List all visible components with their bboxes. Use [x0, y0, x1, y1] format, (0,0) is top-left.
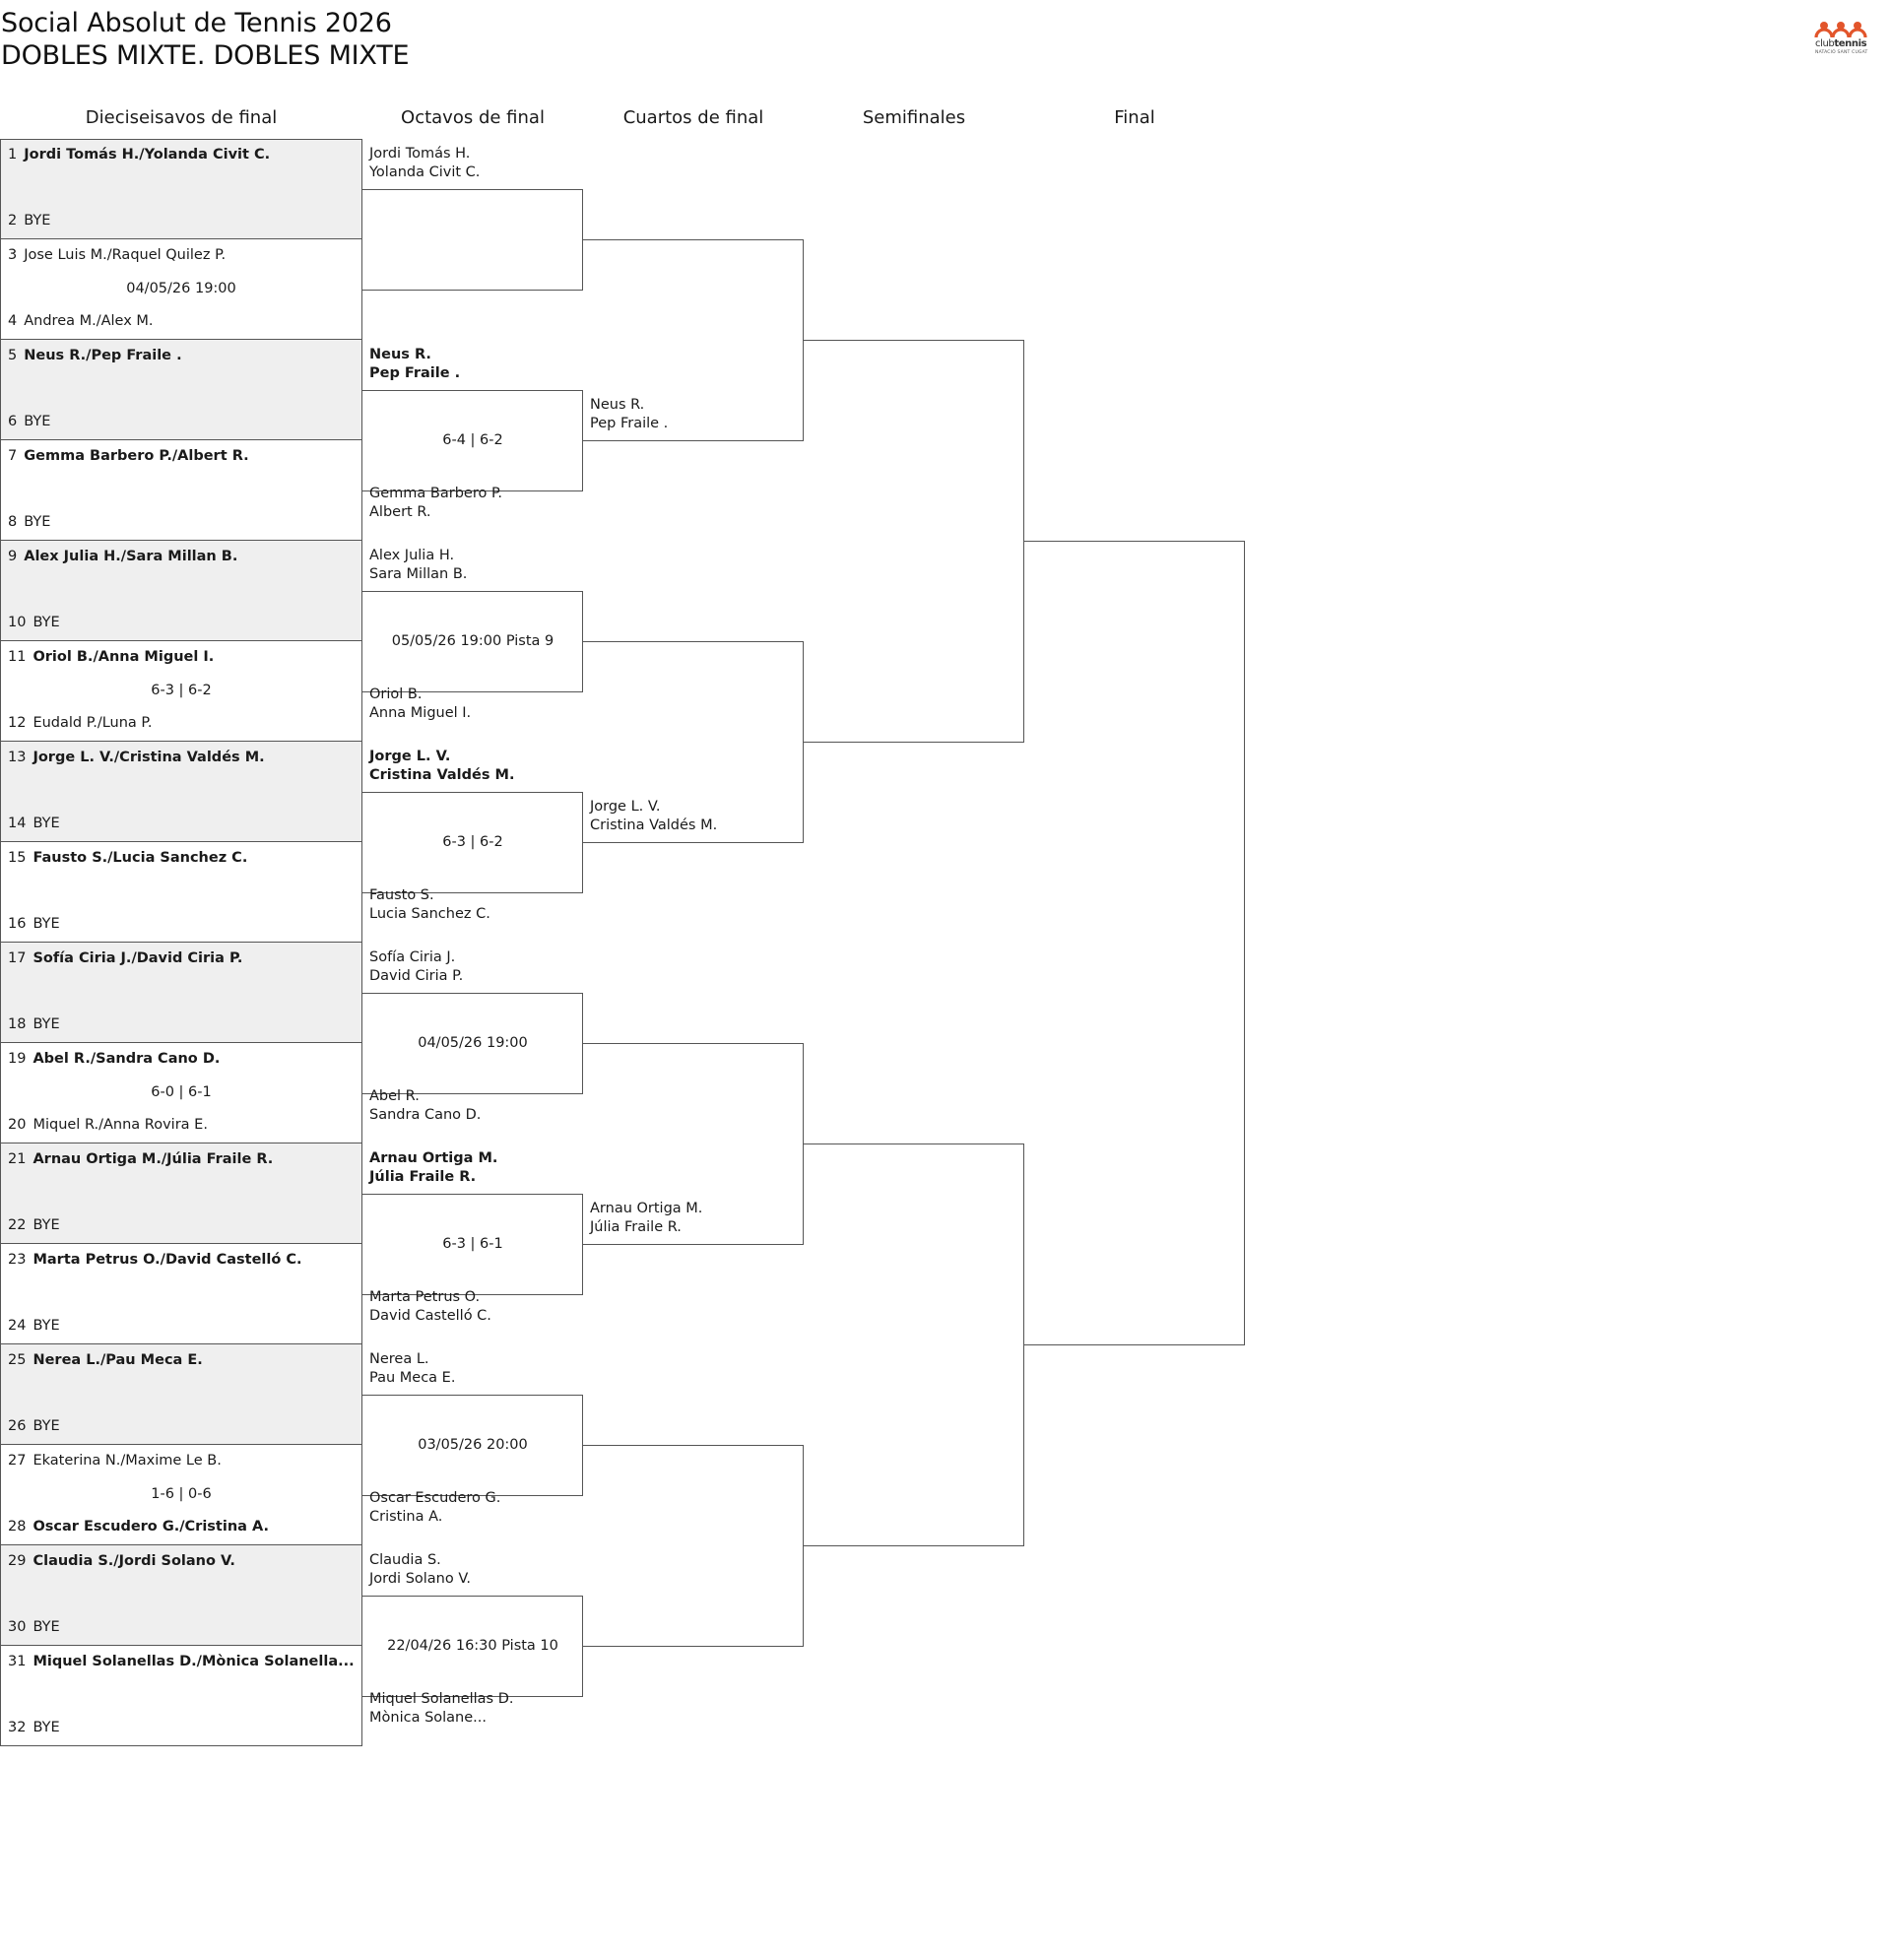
pair-entry-top[interactable] [8, 749, 358, 766]
pair-name: BYE [33, 1016, 60, 1032]
pair-name: BYE [33, 1720, 60, 1735]
match-info [362, 230, 583, 248]
match-info [1, 1586, 361, 1603]
player-name: Miquel Solanellas D. [369, 1691, 514, 1707]
player-name: Lucia Sanchez C. [369, 906, 490, 922]
seed-number: 28 [8, 1519, 27, 1535]
player-name: Neus R. [590, 397, 645, 413]
round-header-final: Final [1114, 107, 1155, 128]
pair-entry-bottom[interactable] [8, 513, 358, 531]
seed-number: 23 [8, 1252, 27, 1268]
seed-number: 29 [8, 1553, 27, 1569]
player-name: Jorge L. V. [369, 749, 451, 764]
pair-entry-top[interactable] [8, 548, 358, 565]
seed-number: 6 [8, 414, 18, 429]
pair-name: Alex Julia H./Sara Millan B. [24, 549, 238, 564]
pair-entry-top[interactable] [8, 146, 358, 163]
seed-number: 3 [8, 247, 18, 263]
match-box [0, 841, 362, 943]
match-info: 6-0 | 6-1 [151, 1084, 212, 1100]
seed-number: 20 [8, 1117, 27, 1133]
player-name: Júlia Fraile R. [369, 1169, 477, 1185]
match-box [0, 1645, 362, 1746]
pair-name: Miquel R./Anna Rovira E. [33, 1117, 208, 1133]
pair-entry-bottom[interactable] [8, 1719, 358, 1736]
octavos-slot-top[interactable] [369, 948, 463, 986]
bracket-connector [582, 1445, 804, 1647]
match-box [0, 1544, 362, 1646]
pair-name: BYE [33, 1318, 60, 1334]
player-name: Gemma Barbero P. [369, 486, 503, 501]
match-info: 1-6 | 0-6 [151, 1486, 212, 1502]
player-name: Pau Meca E. [369, 1370, 456, 1386]
seed-number: 7 [8, 448, 18, 464]
round-header-cuartos: Cuartos de final [622, 107, 764, 128]
octavos-slot-top[interactable] [369, 1551, 471, 1589]
pair-name: Nerea L./Pau Meca E. [33, 1352, 203, 1368]
seed-number: 25 [8, 1352, 27, 1368]
seed-number: 21 [8, 1151, 27, 1167]
player-name: Albert R. [369, 504, 431, 520]
octavos-slot-bottom[interactable] [369, 686, 471, 723]
pair-entry-bottom[interactable] [8, 1015, 358, 1033]
match-box [0, 1243, 362, 1344]
octavos-slot-top[interactable] [369, 1149, 497, 1187]
pair-entry-bottom[interactable] [8, 212, 358, 229]
pair-entry-bottom[interactable] [8, 312, 358, 330]
pair-entry-top[interactable] [8, 1150, 358, 1168]
match-info [1, 983, 361, 1001]
match-box [0, 741, 362, 842]
octavos-slot-top[interactable] [369, 748, 514, 785]
octavos-slot-bottom[interactable] [369, 485, 502, 522]
pair-entry-top[interactable] [8, 1552, 358, 1570]
pair-name: Marta Petrus O./David Castelló C. [33, 1252, 302, 1268]
pair-entry-top[interactable] [8, 1653, 358, 1670]
octavos-slot-bottom[interactable] [369, 1288, 491, 1326]
match-info [1, 882, 361, 900]
player-name: Fausto S. [369, 887, 434, 903]
match-info [1, 481, 361, 498]
pair-name: BYE [24, 414, 51, 429]
pair-name: Jordi Tomás H./Yolanda Civit C. [24, 147, 271, 163]
pair-entry-top[interactable] [8, 347, 358, 364]
pair-entry-top[interactable] [8, 1351, 358, 1369]
player-name: Arnau Ortiga M. [369, 1150, 498, 1166]
round-header-octavos: Octavos de final [401, 107, 545, 128]
seed-number: 27 [8, 1453, 27, 1469]
seed-number: 9 [8, 549, 18, 564]
match-info [1, 1385, 361, 1403]
seed-number: 16 [8, 916, 27, 932]
match-info [1, 581, 361, 599]
pair-entry-bottom[interactable] [8, 815, 358, 832]
pair-name: Claudia S./Jordi Solano V. [33, 1553, 235, 1569]
player-name: Jordi Solano V. [369, 1571, 472, 1587]
club-logo [1813, 20, 1870, 59]
seed-number: 11 [8, 649, 27, 665]
player-name: Sara Millan B. [369, 566, 468, 582]
match-box [0, 339, 362, 440]
player-name: Jorge L. V. [590, 799, 661, 815]
player-name: Oriol B. [369, 686, 423, 702]
pair-name: Abel R./Sandra Cano D. [33, 1051, 221, 1067]
player-name: Pep Fraile . [369, 365, 461, 381]
octavos-slot-top[interactable] [369, 145, 480, 182]
match-info: 03/05/26 20:00 [418, 1437, 528, 1453]
pair-entry-bottom[interactable] [8, 1417, 358, 1435]
pair-entry-top[interactable] [8, 949, 358, 967]
player-name: Jordi Tomás H. [369, 146, 471, 162]
pair-name: BYE [33, 1217, 60, 1233]
pair-name: BYE [24, 514, 51, 530]
pair-name: Eudald P./Luna P. [33, 715, 153, 731]
player-name: Oscar Escudero G. [369, 1490, 501, 1506]
player-name: Nerea L. [369, 1351, 429, 1367]
match-info [1, 1284, 361, 1302]
pair-entry-bottom[interactable] [8, 1216, 358, 1234]
pair-entry-bottom[interactable] [8, 1618, 358, 1636]
pair-name: BYE [24, 213, 51, 229]
pair-name: BYE [33, 1619, 60, 1635]
player-name: Neus R. [369, 347, 431, 362]
pair-name: BYE [33, 816, 60, 831]
player-name: Júlia Fraile R. [590, 1219, 682, 1235]
player-name: Cristina A. [369, 1509, 443, 1525]
pair-name: Arnau Ortiga M./Júlia Fraile R. [33, 1151, 274, 1167]
pair-entry-top[interactable] [8, 648, 358, 666]
match-info [1, 782, 361, 800]
octavos-slot-bottom[interactable] [369, 886, 490, 924]
seed-number: 15 [8, 850, 27, 866]
match-info [1, 1686, 361, 1704]
octavos-slot-bottom[interactable] [369, 1087, 481, 1125]
player-name: Marta Petrus O. [369, 1289, 481, 1305]
pair-entry-top[interactable] [8, 1251, 358, 1269]
octavos-slot-top[interactable] [369, 547, 467, 584]
player-name: Sandra Cano D. [369, 1107, 482, 1123]
logo-tagline: NATACIÓ SANT CUGAT [1815, 50, 1868, 55]
player-name: Pep Fraile . [590, 416, 669, 431]
seed-number: 24 [8, 1318, 27, 1334]
seed-number: 10 [8, 615, 27, 630]
match-info [1, 179, 361, 197]
round-header-semifinales: Semifinales [862, 107, 966, 128]
octavos-slot-top[interactable] [369, 1350, 455, 1388]
seed-number: 13 [8, 750, 27, 765]
player-name: David Castelló C. [369, 1308, 491, 1324]
pair-name: Neus R./Pep Fraile . [24, 348, 182, 363]
round-header-dieciseisavos: Dieciseisavos de final [85, 107, 278, 128]
pair-name: Fausto S./Lucia Sanchez C. [33, 850, 248, 866]
pair-name: Gemma Barbero P./Albert R. [24, 448, 249, 464]
match-info: 04/05/26 19:00 [418, 1035, 528, 1051]
match-box [0, 1343, 362, 1445]
seed-number: 12 [8, 715, 27, 731]
pair-entry-top[interactable] [8, 849, 358, 867]
player-name: David Ciria P. [369, 968, 464, 984]
match-box [0, 1444, 362, 1545]
bracket-connector [803, 1143, 1024, 1546]
player-name: Alex Julia H. [369, 548, 455, 563]
pair-entry-bottom[interactable] [8, 413, 358, 430]
octavos-slot-top[interactable] [369, 346, 460, 383]
seed-number: 22 [8, 1217, 27, 1233]
pair-name: Oriol B./Anna Miguel I. [33, 649, 215, 665]
seed-number: 1 [8, 147, 18, 163]
match-box [0, 139, 362, 239]
pair-entry-bottom[interactable] [8, 1116, 358, 1134]
match-info: 6-3 | 6-2 [442, 834, 503, 850]
seed-number: 31 [8, 1654, 27, 1669]
octavos-slot-bottom[interactable] [369, 1489, 500, 1527]
draw-subtitle: DOBLES MIXTE. DOBLES MIXTE [1, 40, 410, 71]
match-info: 6-3 | 6-1 [442, 1236, 503, 1252]
seed-number: 32 [8, 1720, 27, 1735]
match-box [0, 1042, 362, 1143]
player-name: Claudia S. [369, 1552, 441, 1568]
cuartos-slot-bottom[interactable] [590, 1200, 702, 1237]
pair-entry-bottom[interactable] [8, 714, 358, 732]
pair-name: Ekaterina N./Maxime Le B. [33, 1453, 222, 1469]
player-name: Mònica Solane... [369, 1710, 487, 1726]
match-box [0, 1143, 362, 1244]
seed-number: 17 [8, 950, 27, 966]
pair-name: Jorge L. V./Cristina Valdés M. [33, 750, 265, 765]
pair-name: BYE [33, 916, 60, 932]
match-box [0, 942, 362, 1043]
match-box [0, 540, 362, 641]
match-box [0, 238, 362, 340]
pair-name: Andrea M./Alex M. [24, 313, 154, 329]
player-name: Cristina Valdés M. [590, 817, 718, 833]
pair-name: Miquel Solanellas D./Mònica Solanella... [33, 1654, 355, 1669]
seed-number: 14 [8, 816, 27, 831]
tennis-balls-logo-icon [1813, 20, 1868, 39]
seed-number: 5 [8, 348, 18, 363]
cuartos-slot-bottom[interactable] [590, 798, 717, 835]
seed-number: 8 [8, 514, 18, 530]
pair-entry-bottom[interactable] [8, 1518, 358, 1535]
player-name: Abel R. [369, 1088, 420, 1104]
pair-entry-top[interactable] [8, 1050, 358, 1068]
match-info: 22/04/26 16:30 Pista 10 [387, 1638, 558, 1654]
pair-name: BYE [33, 1418, 60, 1434]
player-name: Anna Miguel I. [369, 705, 472, 721]
match-box [0, 439, 362, 541]
player-name: Sofía Ciria J. [369, 949, 456, 965]
pair-entry-bottom[interactable] [8, 915, 358, 933]
logo-wordmark: clubtennis [1815, 38, 1867, 49]
pair-entry-top[interactable] [8, 1452, 358, 1470]
match-info [1, 1184, 361, 1202]
pair-name: Jose Luis M./Raquel Quilez P. [24, 247, 227, 263]
cuartos-slot-bottom[interactable] [590, 396, 668, 433]
seed-number: 18 [8, 1016, 27, 1032]
pair-entry-top[interactable] [8, 447, 358, 465]
octavos-slot-bottom[interactable] [369, 1690, 513, 1728]
tournament-title: Social Absolut de Tennis 2026 [1, 8, 392, 38]
pair-name: Sofía Ciria J./David Ciria P. [33, 950, 243, 966]
pair-entry-top[interactable] [8, 246, 358, 264]
match-info: 6-4 | 6-2 [442, 432, 503, 448]
seed-number: 19 [8, 1051, 27, 1067]
pair-name: Oscar Escudero G./Cristina A. [33, 1519, 269, 1535]
pair-name: BYE [33, 615, 60, 630]
bracket-connector [1023, 541, 1245, 1345]
seed-number: 30 [8, 1619, 27, 1635]
pair-entry-bottom[interactable] [8, 614, 358, 631]
match-info [1, 380, 361, 398]
seed-number: 4 [8, 313, 18, 329]
seed-number: 26 [8, 1418, 27, 1434]
pair-entry-bottom[interactable] [8, 1317, 358, 1335]
player-name: Cristina Valdés M. [369, 767, 515, 783]
bracket-connector [803, 340, 1024, 743]
seed-number: 2 [8, 213, 18, 229]
match-info: 05/05/26 19:00 Pista 9 [391, 633, 554, 649]
match-box [0, 640, 362, 742]
match-info: 04/05/26 19:00 [126, 281, 236, 296]
player-name: Yolanda Civit C. [369, 164, 481, 180]
match-info: 6-3 | 6-2 [151, 683, 212, 698]
player-name: Arnau Ortiga M. [590, 1201, 703, 1216]
